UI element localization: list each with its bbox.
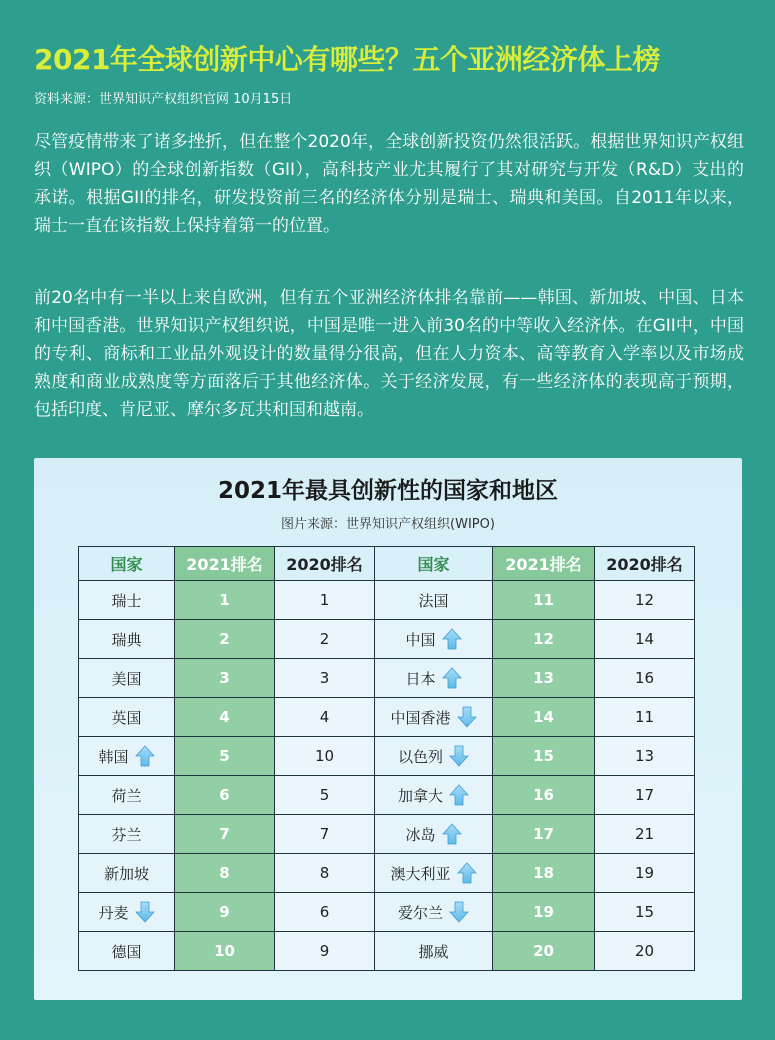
country-name: 挪威	[418, 942, 449, 961]
rank-2021-cell: 9	[175, 893, 275, 932]
country-wrap	[98, 901, 154, 923]
country-name: 冰岛	[405, 825, 436, 844]
country-name: 爱尔兰	[397, 903, 443, 922]
rank-2021-cell: 13	[493, 659, 595, 698]
header-rank-2020: 2020排名	[275, 547, 375, 581]
rank-2020-cell: 21	[595, 815, 695, 854]
up-arrow-icon	[442, 628, 462, 650]
country-cell	[79, 698, 175, 737]
country-wrap	[104, 863, 149, 884]
table-row	[79, 620, 695, 659]
table-header-row	[79, 547, 695, 581]
rank-2020-cell: 20	[595, 932, 695, 971]
country-wrap	[111, 824, 141, 845]
rank-2020-cell: 15	[595, 893, 695, 932]
header-country: 国家	[375, 547, 493, 581]
country-wrap	[418, 941, 448, 962]
ranking-table	[78, 546, 695, 971]
country-cell	[375, 932, 493, 971]
country-cell	[79, 893, 175, 932]
table-row	[79, 737, 695, 776]
down-arrow-icon	[135, 901, 155, 923]
rank-2021-cell: 16	[493, 776, 595, 815]
country-name: 加拿大	[397, 786, 443, 805]
card-source: 图片来源：世界知识产权组织(WIPO)	[281, 517, 495, 532]
rank-2021-cell: 5	[175, 737, 275, 776]
rank-2020-cell: 1	[275, 581, 375, 620]
country-cell	[375, 698, 493, 737]
up-arrow-icon	[442, 667, 462, 689]
rank-2020-cell: 8	[275, 854, 375, 893]
rank-2021-cell: 4	[175, 698, 275, 737]
country-cell	[79, 620, 175, 659]
country-wrap	[398, 901, 469, 923]
card-title: 2021年最具创新性的国家和地区	[217, 478, 558, 504]
country-cell	[375, 815, 493, 854]
country-cell	[79, 776, 175, 815]
country-cell	[79, 659, 175, 698]
rank-2020-cell: 2	[275, 620, 375, 659]
rank-2020-cell: 13	[595, 737, 695, 776]
country-wrap	[405, 667, 461, 689]
rank-2020-cell: 14	[595, 620, 695, 659]
country-name: 中国香港	[390, 708, 451, 727]
table-row	[79, 581, 695, 620]
rank-2021-cell: 1	[175, 581, 275, 620]
country-cell	[375, 737, 493, 776]
country-wrap	[418, 590, 448, 611]
rank-2020-cell: 6	[275, 893, 375, 932]
down-arrow-icon	[457, 706, 477, 728]
up-arrow-icon	[449, 784, 469, 806]
country-wrap	[111, 707, 141, 728]
ranking-card	[34, 458, 742, 1000]
rank-2021-cell: 3	[175, 659, 275, 698]
country-name: 瑞典	[111, 630, 142, 649]
country-wrap	[405, 823, 461, 845]
country-wrap	[111, 629, 141, 650]
rank-2021-cell: 14	[493, 698, 595, 737]
country-wrap	[111, 941, 141, 962]
table-row	[79, 698, 695, 737]
country-cell	[375, 854, 493, 893]
table-row	[79, 815, 695, 854]
header-rank-2020: 2020排名	[595, 547, 695, 581]
country-cell	[79, 932, 175, 971]
table-row	[79, 932, 695, 971]
rank-2021-cell: 17	[493, 815, 595, 854]
source-note: 资料来源：世界知识产权组织官网 10月15日	[34, 92, 293, 107]
country-cell	[375, 893, 493, 932]
rank-2020-cell: 12	[595, 581, 695, 620]
table-row	[79, 776, 695, 815]
table-row	[79, 659, 695, 698]
country-name: 韩国	[98, 747, 129, 766]
country-wrap	[398, 784, 469, 806]
down-arrow-icon	[449, 901, 469, 923]
country-name: 中国	[405, 630, 436, 649]
country-wrap	[111, 668, 141, 689]
table-row	[79, 893, 695, 932]
country-name: 英国	[111, 708, 142, 727]
country-wrap	[390, 706, 476, 728]
rank-2021-cell: 8	[175, 854, 275, 893]
country-wrap	[405, 628, 461, 650]
country-wrap	[398, 745, 469, 767]
header-country: 国家	[79, 547, 175, 581]
header-rank-2021: 2021排名	[175, 547, 275, 581]
paragraph-2: 前20名中有一半以上来自欧洲，但有五个亚洲经济体排名靠前——韩国、新加坡、中国、日本和中国香港。世界知识产权组织说，中国是唯一进入前30名的中等收入经济体。在GII中，中国的专利、商标和工业品外观设计的数量得分很高，但在人力资本、高等教育入学率以及市场成熟度和商业成熟度等方面落后于其他经济体。关于经济发展，有一些经济体的表现高于预期，包括印度、肯尼亚、摩尔多瓦共和国和越南。	[34, 288, 744, 420]
rank-2021-cell: 12	[493, 620, 595, 659]
rank-2020-cell: 16	[595, 659, 695, 698]
rank-2021-cell: 15	[493, 737, 595, 776]
rank-2020-cell: 17	[595, 776, 695, 815]
country-cell	[79, 581, 175, 620]
rank-2020-cell: 9	[275, 932, 375, 971]
up-arrow-icon	[457, 862, 477, 884]
rank-2021-cell: 18	[493, 854, 595, 893]
page-title: 2021年全球创新中心有哪些？五个亚洲经济体上榜	[34, 43, 660, 76]
header-rank-2021: 2021排名	[493, 547, 595, 581]
country-name: 澳大利亚	[390, 864, 451, 883]
rank-2021-cell: 10	[175, 932, 275, 971]
rank-2020-cell: 5	[275, 776, 375, 815]
rank-2021-cell: 2	[175, 620, 275, 659]
country-name: 美国	[111, 669, 142, 688]
country-cell	[375, 620, 493, 659]
rank-2020-cell: 19	[595, 854, 695, 893]
country-name: 德国	[111, 942, 142, 961]
rank-2021-cell: 11	[493, 581, 595, 620]
country-cell	[79, 737, 175, 776]
rank-2021-cell: 20	[493, 932, 595, 971]
country-cell	[79, 815, 175, 854]
up-arrow-icon	[442, 823, 462, 845]
rank-2020-cell: 3	[275, 659, 375, 698]
country-name: 丹麦	[98, 903, 129, 922]
table-row	[79, 854, 695, 893]
up-arrow-icon	[135, 745, 155, 767]
country-cell	[375, 581, 493, 620]
country-name: 日本	[405, 669, 436, 688]
rank-2021-cell: 19	[493, 893, 595, 932]
country-name: 以色列	[397, 747, 443, 766]
country-cell	[79, 854, 175, 893]
rank-2020-cell: 4	[275, 698, 375, 737]
country-cell	[375, 659, 493, 698]
country-name: 瑞士	[111, 591, 142, 610]
country-name: 新加坡	[103, 864, 149, 883]
country-cell	[375, 776, 493, 815]
country-wrap	[98, 745, 154, 767]
down-arrow-icon	[449, 745, 469, 767]
country-name: 荷兰	[111, 786, 142, 805]
country-name: 芬兰	[111, 825, 142, 844]
country-wrap	[111, 590, 141, 611]
paragraph-1: 尽管疫情带来了诸多挫折，但在整个2020年，全球创新投资仍然很活跃。根据世界知识产权组织（WIPO）的全球创新指数（GII），高科技产业尤其履行了其对研究与开发（R&D）支出的承诺。根据GII的排名，研发投资前三名的经济体分别是瑞士、瑞典和美国。自2011年以来，瑞士一直在该指数上保持着第一的位置。	[34, 132, 744, 236]
rank-2020-cell: 10	[275, 737, 375, 776]
rank-2020-cell: 11	[595, 698, 695, 737]
rank-2021-cell: 6	[175, 776, 275, 815]
country-wrap	[390, 862, 476, 884]
country-name: 法国	[418, 591, 449, 610]
rank-2021-cell: 7	[175, 815, 275, 854]
country-wrap	[111, 785, 141, 806]
rank-2020-cell: 7	[275, 815, 375, 854]
